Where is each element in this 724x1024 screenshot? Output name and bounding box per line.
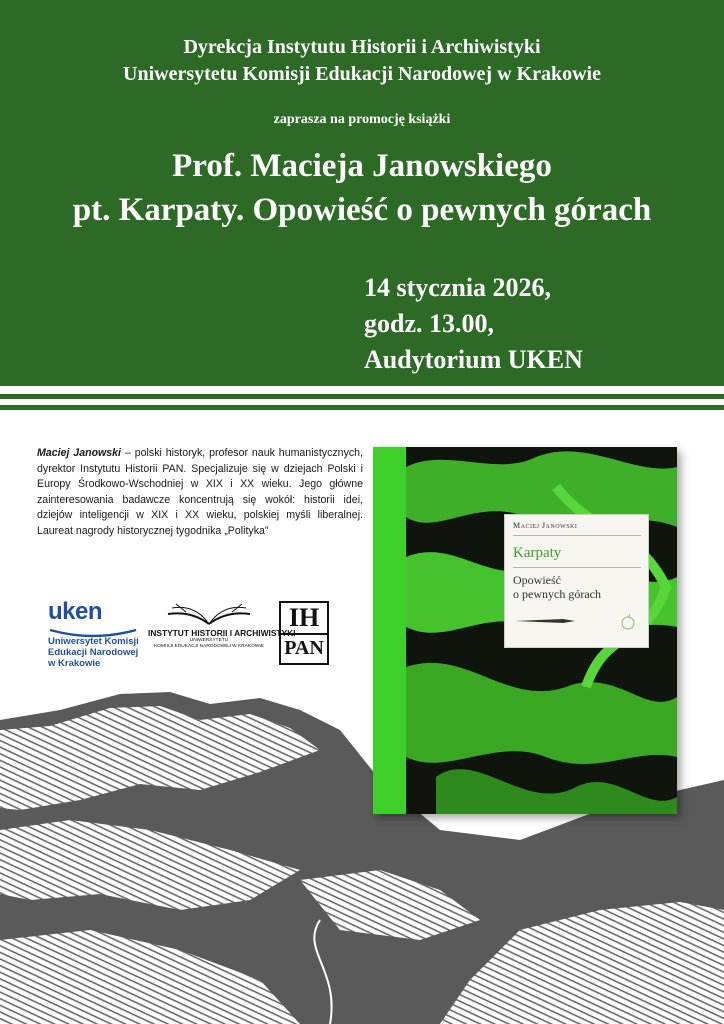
- title-line-2: pt. Karpaty. Opowieść o pewnych górach: [72, 192, 652, 228]
- cover-subtitle: [513, 573, 601, 601]
- event-date: 14 stycznia 2026,: [364, 273, 552, 302]
- label-divider: [513, 535, 641, 536]
- ihpan-top: IH: [281, 603, 327, 635]
- ihia-logo: [148, 602, 296, 658]
- ihpan-bottom: PAN: [284, 637, 324, 659]
- divider-stripe: [0, 394, 724, 399]
- label-divider: [513, 567, 641, 568]
- open-book-icon: [166, 602, 252, 628]
- event-details: [364, 270, 583, 378]
- divider-stripe: [0, 405, 724, 410]
- book-title-heading: [0, 144, 724, 232]
- cover-subtitle-line-2: o pewnych górach: [513, 587, 601, 601]
- bio-text: – polski historyk, profesor nauk humanistycznych, dyrektor Instytutu Historii PAN. Specjalizuje się w dziejach Polski i Europy Środkowo-Wschodniej w XIX i XX wieku. Jego główne zainteresowania badawcze koncentrują się wokół: historii idei, dziejów inteligencji w XIX i XX wieku, polskiej myśli liberalnej. Laureat nagrody historycznej tygodnika „Polityka”: [37, 447, 364, 537]
- ihpan-logo: [279, 601, 329, 665]
- organizer: [0, 34, 724, 88]
- invitation-text: zaprasza na promocję książki: [273, 112, 451, 127]
- event-place: Audytorium UKEN: [364, 345, 583, 374]
- apple-icon: [619, 613, 637, 631]
- uken-line-1: Uniwersytet Komisji: [48, 636, 139, 647]
- pen-icon: [513, 615, 577, 627]
- organizer-line-2: Uniwersytetu Komisji Edukacji Narodowej w Krakowie: [123, 63, 601, 85]
- author-name: Maciej Janowski: [37, 447, 122, 459]
- cover-author: Maciej Janowski: [513, 521, 578, 530]
- title-line-1: Prof. Macieja Janowskiego: [172, 148, 552, 184]
- uken-wordmark: uken: [48, 598, 103, 625]
- header-banner: [0, 0, 724, 386]
- uken-arc-icon: [48, 628, 138, 638]
- organizer-line-1: Dyrekcja Instytutu Historii i Archiwistyki: [183, 36, 541, 58]
- ihia-sub-2: KOMISJI EDUKACJI NARODOWEJ W KRAKOWIE: [154, 644, 264, 649]
- book-spine: [373, 447, 406, 814]
- uken-fullname: [48, 636, 144, 669]
- uken-line-3: w Krakowie: [48, 658, 101, 669]
- uken-line-2: Edukacji Narodowej: [48, 647, 139, 658]
- ihia-sub-1: UNIWERSYTETU: [189, 638, 229, 643]
- ihia-name: INSTYTUT HISTORII I ARCHIWISTYKI: [148, 628, 296, 638]
- book-cover-label: [504, 514, 649, 648]
- event-time: godz. 13.00,: [364, 309, 494, 338]
- cover-subtitle-line-1: Opowieść: [513, 573, 561, 587]
- uken-logo: [48, 598, 144, 684]
- cover-title: Karpaty: [513, 545, 562, 561]
- author-bio: [37, 446, 363, 539]
